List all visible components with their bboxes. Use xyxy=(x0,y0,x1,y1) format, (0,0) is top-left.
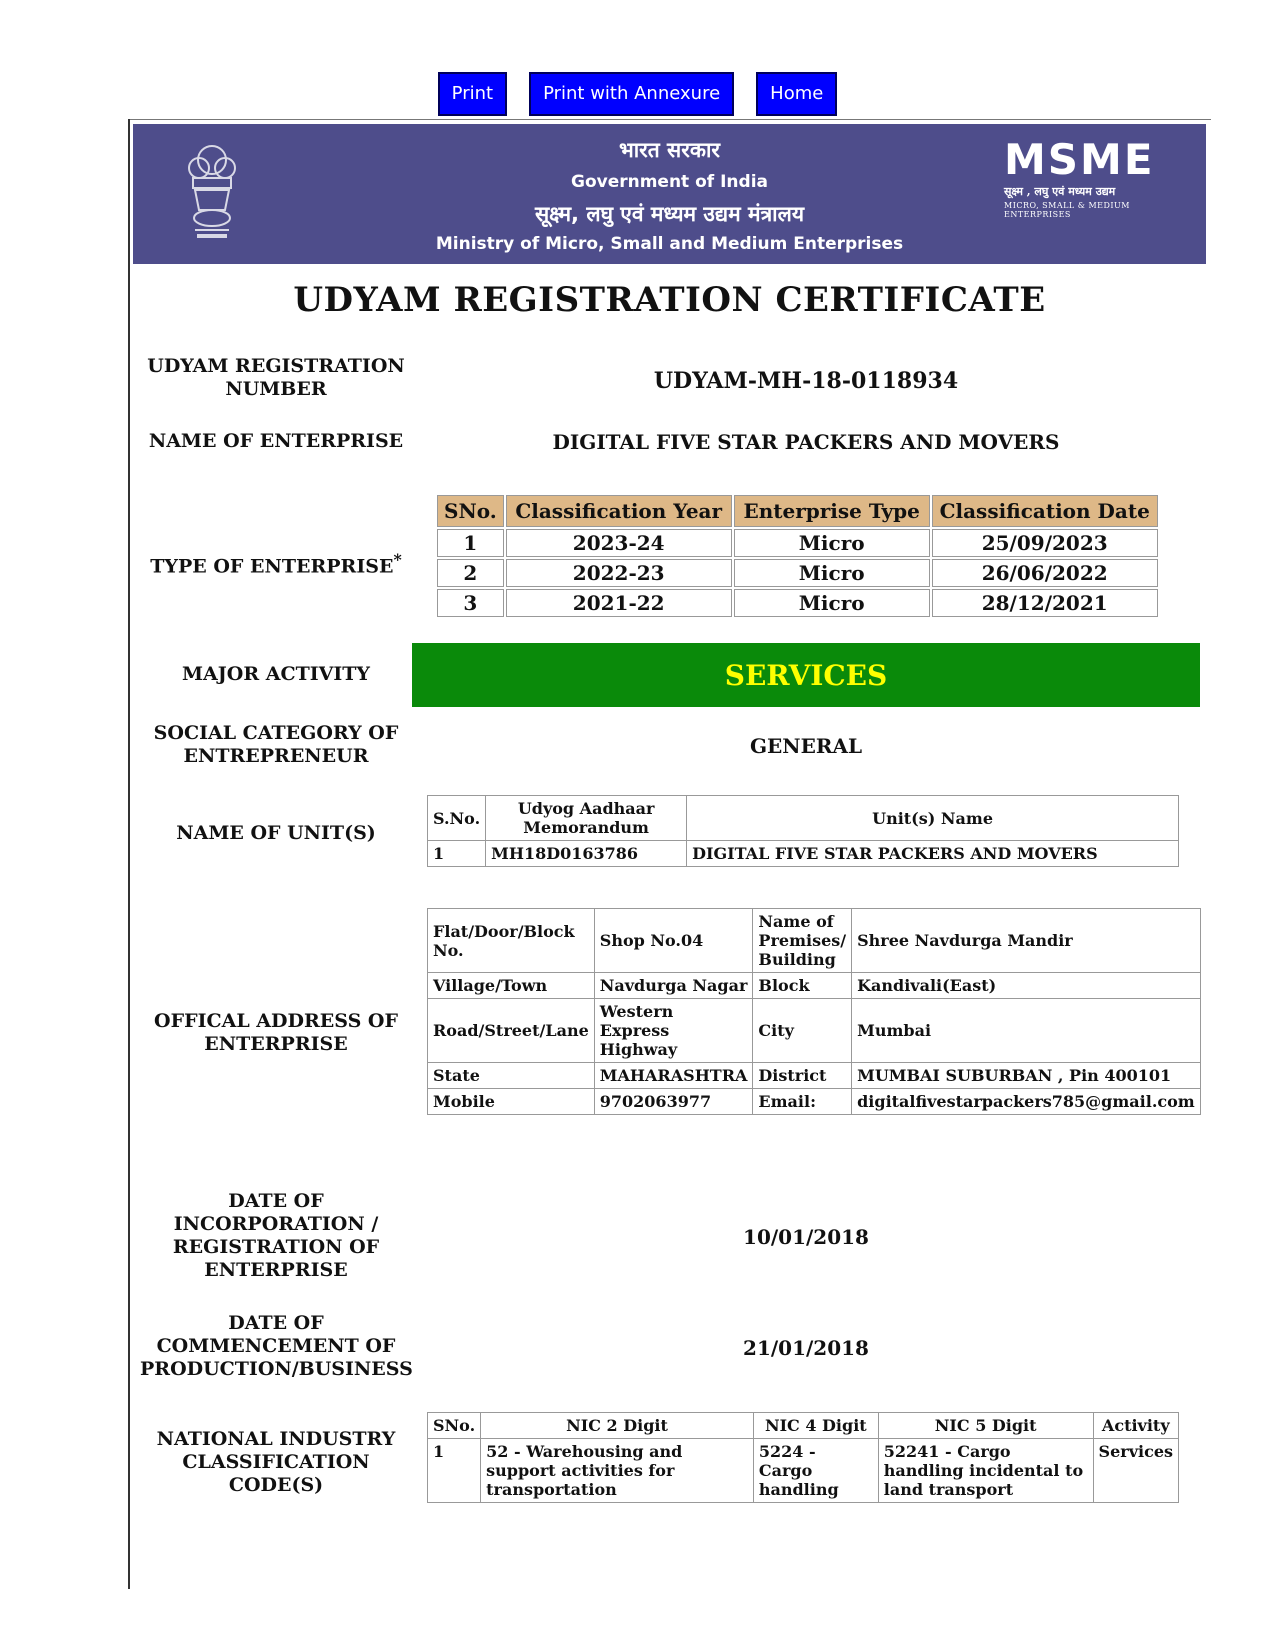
nic-header-2digit: NIC 2 Digit xyxy=(481,1413,754,1439)
frame-left-border xyxy=(128,119,130,1589)
commencement-label: DATE OF COMMENCEMENT OF PRODUCTION/BUSINESS xyxy=(140,1312,413,1380)
table-row xyxy=(428,1063,1201,1089)
table-row xyxy=(428,909,1201,973)
banner-hindi-ministry: सूक्ष्म, लघु एवं मध्यम उद्यम मंत्रालय xyxy=(534,202,805,226)
banner-ministry-name: Ministry of Micro, Small and Medium Enterprises xyxy=(435,234,904,254)
print-button[interactable]: Print xyxy=(438,72,507,116)
cls-cell: 2021-22 xyxy=(506,589,732,617)
type-star: * xyxy=(393,550,402,569)
cls-header-year: Classification Year xyxy=(506,495,732,527)
incorporation-date-value: 10/01/2018 xyxy=(743,1225,869,1249)
units-cell: DIGITAL FIVE STAR PACKERS AND MOVERS xyxy=(687,841,1179,867)
classification-header-row xyxy=(437,495,1158,527)
type-of-enterprise-label xyxy=(140,548,412,578)
table-row xyxy=(437,589,1158,617)
msme-logo-text: MSME xyxy=(1004,135,1155,184)
cls-cell: 2 xyxy=(437,559,504,587)
nic-cell: 1 xyxy=(428,1439,481,1503)
home-button[interactable]: Home xyxy=(756,72,837,116)
address-flat-label: Flat/Door/Block No. xyxy=(428,909,595,973)
address-state-value: MAHARASHTRA xyxy=(594,1063,753,1089)
address-city-label: City xyxy=(753,999,852,1063)
frame-top-border xyxy=(128,119,1211,120)
cls-cell: Micro xyxy=(734,529,930,557)
table-row xyxy=(428,999,1201,1063)
address-district-value: MUMBAI SUBURBAN , Pin 400101 xyxy=(852,1063,1201,1089)
address-block-value: Kandivali(East) xyxy=(852,973,1201,999)
classification-table xyxy=(435,493,1160,619)
print-with-annexure-button[interactable]: Print with Annexure xyxy=(529,72,734,116)
units-cell: 1 xyxy=(428,841,486,867)
table-row xyxy=(428,1089,1201,1115)
table-row xyxy=(428,1439,1179,1503)
address-label: OFFICAL ADDRESS OF ENTERPRISE xyxy=(154,1010,398,1055)
reg-number-label: UDYAM REGISTRATION NUMBER xyxy=(147,355,405,400)
table-row xyxy=(428,841,1179,867)
units-table xyxy=(427,795,1179,867)
cls-cell: 28/12/2021 xyxy=(932,589,1158,617)
msme-logo-english: MICRO, SMALL & MEDIUM ENTERPRISES xyxy=(1004,201,1130,219)
nic-cell: 5224 - Cargo handling xyxy=(753,1439,878,1503)
government-banner xyxy=(133,124,1206,264)
units-cell: MH18D0163786 xyxy=(486,841,687,867)
address-road-label: Road/Street/Lane xyxy=(428,999,595,1063)
nic-cell: 52 - Warehousing and support activities for transportation xyxy=(481,1439,754,1503)
address-city-value: Mumbai xyxy=(852,999,1201,1063)
incorporation-label: DATE OF INCORPORATION / REGISTRATION OF ENTERPRISE xyxy=(172,1190,380,1281)
address-district-label: District xyxy=(753,1063,852,1089)
social-category-value: GENERAL xyxy=(749,734,863,758)
nic-header-sno: SNo. xyxy=(428,1413,481,1439)
address-premises-value: Shree Navdurga Mandir xyxy=(852,909,1201,973)
nic-table xyxy=(427,1412,1179,1503)
banner-hindi-government: भारत सरकार xyxy=(618,138,720,162)
cls-header-type: Enterprise Type xyxy=(734,495,930,527)
nic-cell: Services xyxy=(1093,1439,1178,1503)
nic-header-activity: Activity xyxy=(1093,1413,1178,1439)
address-road-value: Western Express Highway xyxy=(594,999,753,1063)
units-header-row xyxy=(428,796,1179,841)
address-mobile-value: 9702063977 xyxy=(594,1089,753,1115)
enterprise-name-value: DIGITAL FIVE STAR PACKERS AND MOVERS xyxy=(552,430,1060,454)
address-email-label: Email: xyxy=(753,1089,852,1115)
cls-cell: 2023-24 xyxy=(506,529,732,557)
nic-cell: 52241 - Cargo handling incidental to land transport xyxy=(878,1439,1093,1503)
banner-government-of-india: Government of India xyxy=(570,172,768,192)
address-premises-label: Name of Premises/ Building xyxy=(753,909,852,973)
msme-logo-hindi: सूक्ष्म , लघु एवं मध्यम उद्यम xyxy=(1004,185,1116,198)
cls-cell: Micro xyxy=(734,589,930,617)
major-activity-label: MAJOR ACTIVITY xyxy=(182,663,370,685)
address-village-label: Village/Town xyxy=(428,973,595,999)
units-label: NAME OF UNIT(S) xyxy=(176,822,376,844)
nic-header-5digit: NIC 5 Digit xyxy=(878,1413,1093,1439)
toolbar xyxy=(0,72,1275,116)
units-header-sno: S.No. xyxy=(428,796,486,841)
table-row xyxy=(437,529,1158,557)
units-header-uam: Udyog Aadhaar Memorandum xyxy=(486,796,687,841)
address-mobile-label: Mobile xyxy=(428,1089,595,1115)
cls-cell: Micro xyxy=(734,559,930,587)
address-table xyxy=(427,908,1201,1115)
reg-number-value: UDYAM-MH-18-0118934 xyxy=(653,368,959,394)
address-email-value: digitalfivestarpackers785@gmail.com xyxy=(852,1089,1201,1115)
cls-header-sno: SNo. xyxy=(437,495,504,527)
cls-cell: 3 xyxy=(437,589,504,617)
cls-header-date: Classification Date xyxy=(932,495,1158,527)
commencement-date-value: 21/01/2018 xyxy=(743,1336,869,1360)
major-activity-value: SERVICES xyxy=(412,643,1200,707)
cls-cell: 1 xyxy=(437,529,504,557)
enterprise-name-label: NAME OF ENTERPRISE xyxy=(148,430,404,452)
nic-header-4digit: NIC 4 Digit xyxy=(753,1413,878,1439)
cls-cell: 25/09/2023 xyxy=(932,529,1158,557)
nic-header-row xyxy=(428,1413,1179,1439)
table-row xyxy=(437,559,1158,587)
address-village-value: Navdurga Nagar xyxy=(594,973,753,999)
table-row xyxy=(428,973,1201,999)
address-block-label: Block xyxy=(753,973,852,999)
msme-logo xyxy=(1004,135,1174,219)
nic-label: NATIONAL INDUSTRY CLASSIFICATION CODE(S) xyxy=(156,1428,396,1496)
cls-cell: 26/06/2022 xyxy=(932,559,1158,587)
type-of-enterprise-text: TYPE OF ENTERPRISE xyxy=(150,555,394,578)
social-category-label: SOCIAL CATEGORY OF ENTREPRENEUR xyxy=(153,722,399,767)
cls-cell: 2022-23 xyxy=(506,559,732,587)
address-state-label: State xyxy=(428,1063,595,1089)
units-header-name: Unit(s) Name xyxy=(687,796,1179,841)
certificate-title: UDYAM REGISTRATION CERTIFICATE xyxy=(293,280,1046,320)
address-flat-value: Shop No.04 xyxy=(594,909,753,973)
